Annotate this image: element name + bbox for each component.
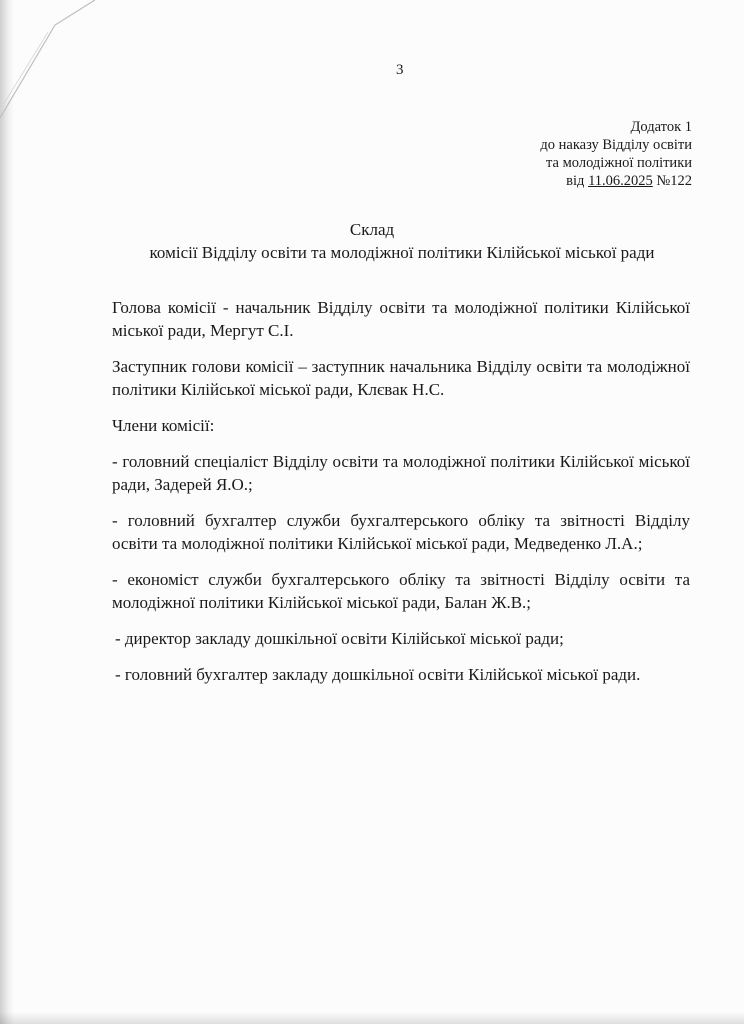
addendum-date: 11.06.2025 xyxy=(588,173,653,189)
deputy-paragraph: Заступник голови комісії – заступник начальника Відділу освіти та молодіжної політики Кілійської міської ради, Клєвак Н.С. xyxy=(112,357,690,399)
document-title xyxy=(0,218,744,264)
members-heading: Члени комісії: xyxy=(112,416,215,435)
addendum-line1: Додаток 1 xyxy=(630,119,692,135)
scan-bottom-shadow xyxy=(0,1012,744,1024)
title-subtitle: комісії Відділу освіти та молодіжної політики Кілійської міської ради xyxy=(149,243,655,262)
chair-paragraph: Голова комісії - начальник Відділу освіти та молодіжної політики Кілійської міської ради, Мергут С.І. xyxy=(112,298,690,340)
addendum-line2: до наказу Відділу освіти xyxy=(540,137,692,153)
addendum-block xyxy=(540,118,692,190)
page-number: 3 xyxy=(396,62,404,78)
member-item: - головний спеціаліст Відділу освіти та молодіжної політики Кілійської міської ради, Задерей Я.О.; xyxy=(112,452,690,494)
title-heading: Склад xyxy=(349,220,395,239)
member-item: - економіст служби бухгалтерського обліку та звітності Відділу освіти та молодіжної політики Кілійської міської ради, Балан Ж.В.; xyxy=(112,570,690,612)
addendum-number: №122 xyxy=(652,173,692,189)
addendum-date-prefix: від xyxy=(566,173,589,189)
addendum-date-line xyxy=(540,172,692,190)
scan-fold-line xyxy=(0,0,744,120)
member-item: - головний бухгалтер служби бухгалтерського обліку та звітності Відділу освіти та молодіжної політики Кілійської міської ради, Медведенко Л.А.; xyxy=(112,511,690,553)
scan-edge-shadow xyxy=(0,0,14,1024)
document-body xyxy=(112,296,690,699)
member-item: - головний бухгалтер закладу дошкільної освіти Кілійської міської ради. xyxy=(115,665,641,684)
addendum-line3: та молодіжної політики xyxy=(546,155,692,171)
member-item: - директор закладу дошкільної освіти Кілійської міської ради; xyxy=(115,629,564,648)
